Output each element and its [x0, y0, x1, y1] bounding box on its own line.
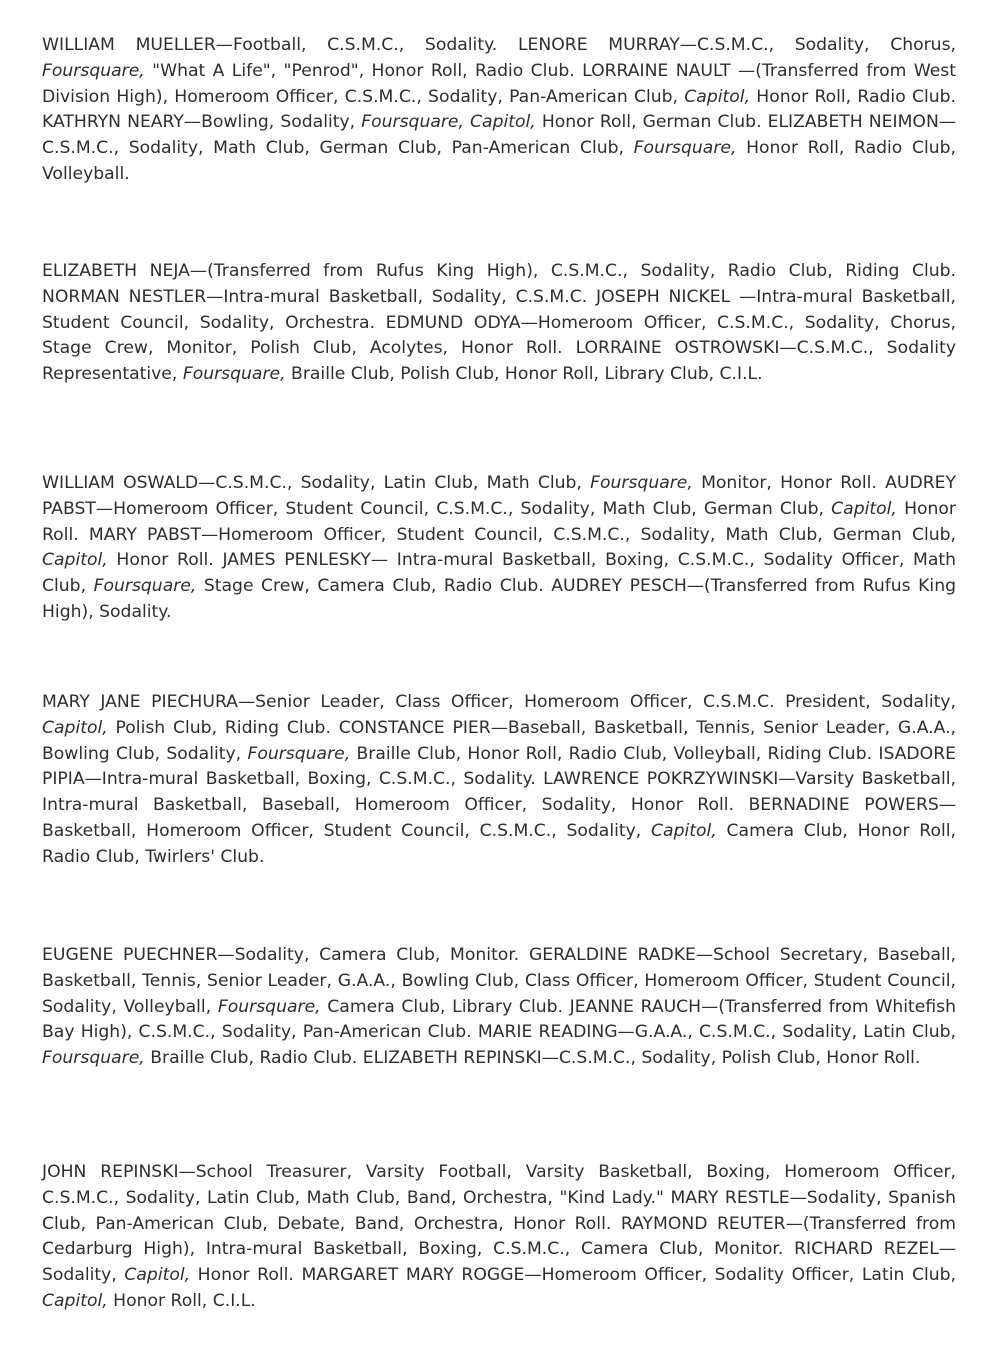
senior-activities-paragraph	[42, 690, 956, 871]
senior-activities-paragraph	[42, 471, 956, 626]
paragraph-text-run: Camera Club, Honor Roll, Radio Club, Twirlers' Club.	[42, 820, 956, 867]
paragraph-text-run: Braille Club, Polish Club, Honor Roll, Library Club, C.I.L.	[285, 364, 763, 385]
paragraph-text-run: Honor Roll, Radio Club. KATHRYN NEARY—Bowling, Sodality,	[42, 86, 957, 133]
paragraph-text-run: Stage Crew, Camera Club, Radio Club. AUDREY PESCH—(Transferred from Rufus King High), Sodality.	[42, 576, 956, 622]
italic-publication-name: Foursquare,	[247, 743, 351, 764]
paragraph-text-run: ELIZABETH NEJA—(Transferred from Rufus King High), C.S.M.C., Sodality, Radio Club, Riding Club. NORMAN NESTLER—Intra-mural Basketball, Sodality, C.S.M.C. JOSEPH NICKEL —Intra-mural Basketball, Student Council, Sodality, Orchestra. EDMUND ODYA—Homeroom Officer, C.S.M.C., Sodality, Chorus, Stage Crew, Monitor, Polish Club, Acolytes, Honor Roll. LORRAINE OSTROWSKI—C.S.M.C., Sodality Representative,	[42, 261, 956, 385]
italic-publication-name: Capitol,	[42, 717, 108, 738]
senior-activities-paragraph	[42, 1160, 956, 1315]
paragraph-text-run: Monitor, Honor Roll. AUDREY PABST—Homeroom Officer, Student Council, C.S.M.C., Sodality, Math Club, German Club,	[42, 473, 957, 519]
italic-publication-name: Foursquare,	[217, 996, 321, 1017]
italic-publication-name: Capitol,	[831, 498, 897, 519]
italic-publication-name: Capitol,	[684, 86, 751, 107]
paragraph-text-run: WILLIAM MUELLER—Football, C.S.M.C., Sodality. LENORE MURRAY—C.S.M.C., Sodality, Chorus,	[42, 35, 956, 55]
italic-publication-name: Foursquare,	[182, 364, 286, 385]
italic-publication-name: Foursquare,	[42, 60, 145, 81]
paragraph-text-run: Honor Roll. JAMES PENLESKY— Intra-mural Basketball, Boxing, C.S.M.C., Sodality Officer, Math Club,	[42, 550, 956, 597]
italic-publication-name: Capitol,	[42, 1290, 108, 1311]
italic-publication-name: Foursquare,	[93, 576, 197, 597]
paragraph-text-run: Honor Roll, C.I.L.	[107, 1290, 256, 1311]
paragraph-text-run: "What A Life", "Penrod", Honor Roll, Radio Club. LORRAINE NAULT —(Transferred from West Division High), Homeroom Officer, C.S.M.C., Sodality, Pan-American Club,	[42, 60, 956, 107]
paragraph-text-run: Polish Club, Riding Club. CONSTANCE PIER—Baseball, Basketball, Tennis, Senior Leader, G.A.A., Bowling Club, Sodality,	[42, 717, 956, 764]
italic-publication-name: Foursquare,	[633, 138, 737, 159]
paragraph-text-run: Braille Club, Honor Roll, Radio Club, Volleyball, Riding Club. ISADORE PIPIA—Intra-mural Basketball, Boxing, C.S.M.C., Sodality. LAWRENCE POKRZYWINSKI—Varsity Basketball, Intra-mural Basketball, Baseball, Homeroom Officer, Sodality, Honor Roll. BERNADINE POWERS—Basketball, Homeroom Officer, Student Council, C.S.M.C., Sodality,	[42, 743, 956, 841]
italic-publication-name: Capitol,	[42, 550, 108, 571]
italic-publication-name: Foursquare,	[590, 473, 693, 493]
paragraph-text-run: JOHN REPINSKI—School Treasurer, Varsity Football, Varsity Basketball, Boxing, Homeroom Officer, C.S.M.C., Sodality, Latin Club, Math Club, Band, Orchestra, "Kind Lady." MARY RESTLE—Sodality, Spanish Club, Pan-American Club, Debate, Band, Orchestra, Honor Roll. RAYMOND REUTER—(Transferred from Cedarburg High), Intra-mural Basketball, Boxing, C.S.M.C., Camera Club, Monitor. RICHARD REZEL—Sodality,	[42, 1162, 956, 1286]
paragraph-text-run: Honor Roll. MARGARET MARY ROGGE—Homeroom Officer, Sodality Officer, Latin Club,	[190, 1265, 956, 1286]
senior-activities-paragraph	[42, 259, 956, 388]
paragraph-text-run: Honor Roll, Radio Club, Volleyball.	[42, 138, 957, 184]
paragraph-text-run: Camera Club, Library Club. JEANNE RAUCH—(Transferred from Whitefish Bay High), C.S.M.C., Sodality, Pan-American Club. MARIE READING—G.A.A., C.S.M.C., Sodality, Latin Club,	[42, 996, 956, 1043]
paragraph-text-run: Braille Club, Radio Club. ELIZABETH REPINSKI—C.S.M.C., Sodality, Polish Club, Honor Roll.	[144, 1048, 921, 1069]
senior-activities-paragraph	[42, 33, 956, 188]
paragraph-text-run: WILLIAM OSWALD—C.S.M.C., Sodality, Latin Club, Math Club,	[42, 473, 591, 493]
paragraph-text-run: MARY JANE PIECHURA—Senior Leader, Class Officer, Homeroom Officer, C.S.M.C. President, Sodality,	[42, 692, 956, 712]
paragraph-text-run: EUGENE PUECHNER—Sodality, Camera Club, Monitor. GERALDINE RADKE—School Secretary, Baseball, Basketball, Tennis, Senior Leader, G.A.A., Bowling Club, Class Officer, Homeroom Officer, Student Council, Sodality, Volleyball,	[42, 945, 956, 1017]
paragraph-text-run: Honor Roll, German Club. ELIZABETH NEIMON—C.S.M.C., Sodality, Math Club, German Club, Pan-American Club,	[42, 112, 956, 159]
senior-activities-paragraph	[42, 943, 956, 1072]
italic-publication-name: Capitol,	[651, 820, 717, 841]
italic-publication-name: Capitol,	[124, 1265, 191, 1286]
italic-publication-name: Foursquare,	[42, 1048, 145, 1069]
italic-publication-name: Foursquare, Capitol,	[361, 112, 536, 133]
paragraph-text-run: Honor Roll. MARY PABST—Homeroom Officer, Student Council, C.S.M.C., Sodality, Math Club, German Club,	[42, 498, 957, 545]
